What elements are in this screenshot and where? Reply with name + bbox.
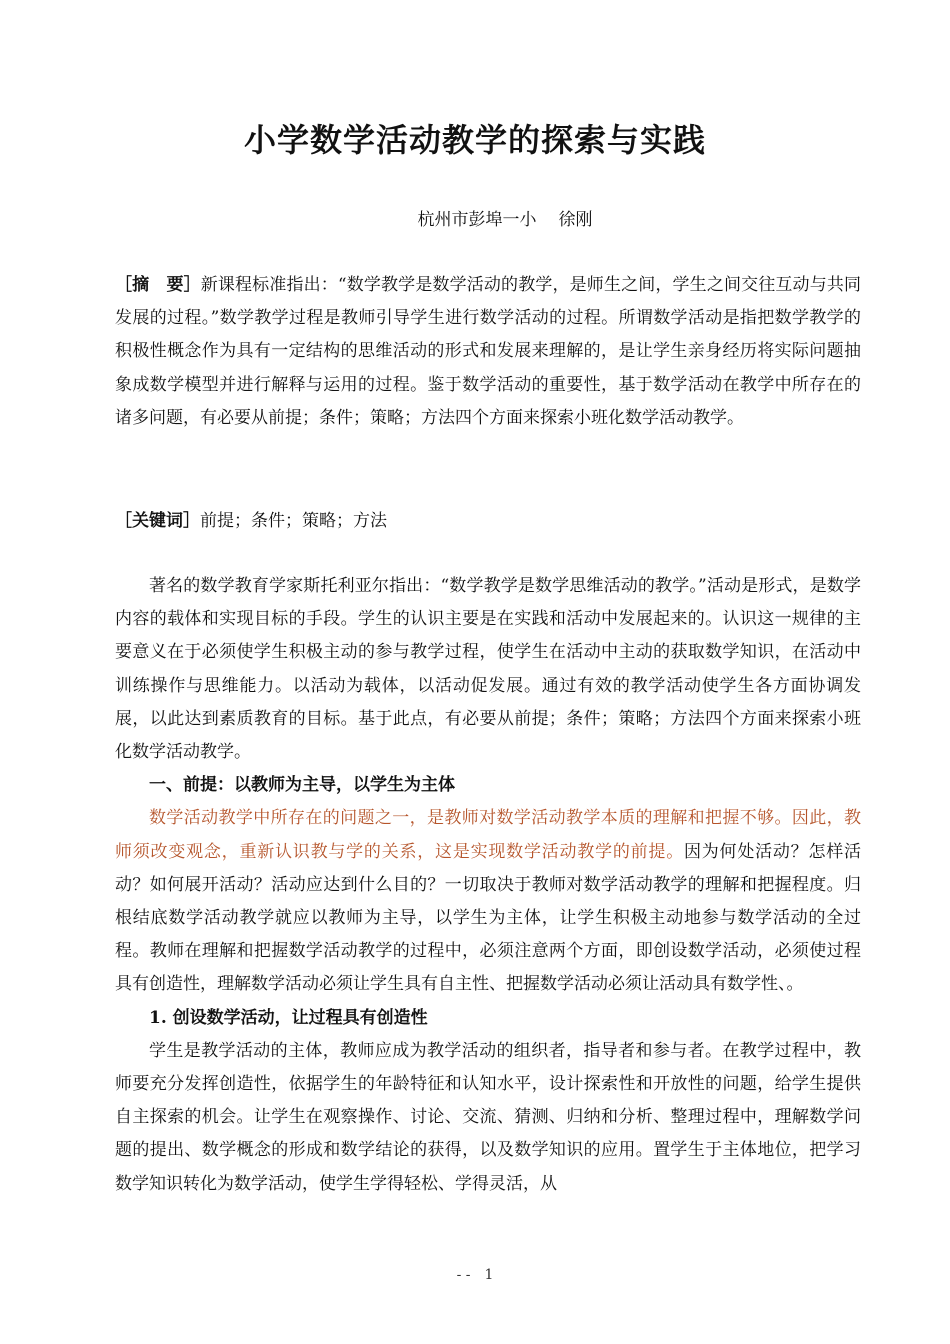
document-title: 小学数学活动教学的探索与实践 — [243, 121, 706, 159]
section-1-rest: 因为何处活动？怎样活动？如何展开活动？活动应达到什么目的？一切取决于教师对数学活动教学的理解和把握程度。归根结底数学活动教学就应以教师为主导，以学生为主体，让学生积极主动地参与数学活动的全过程。教师在理解和把握数学活动教学的过程中，必须注意两个方面，即创设数学活动，必须使过程具有创造性，理解数学活动必须让学生具有自主性、把握数学活动必须让活动具有数学性、。 — [115, 841, 862, 995]
page-footer: - - 1 — [456, 1267, 494, 1283]
abstract-label: ［摘 要］ — [115, 275, 201, 295]
abstract — [115, 269, 861, 435]
keywords — [115, 505, 861, 538]
intro-paragraph: 著名的数学教育学家斯托利亚尔指出：“数学教学是数学思维活动的教学。”活动是形式，是数学内容的载体和实现目标的手段。学生的认识主要是在实践和活动中发展起来的。认识这一规律的主要意义在于必须使学生积极主动的参与教学过程，使学生在活动中主动的获取数学知识，在活动中训练操作与思维能力。以活动为载体，以活动促发展。通过有效的教学活动使学生各方面协调发展，以此达到素质教育的目标。基于此点，有必要从前提；条件；策略；方法四个方面来探索小班化数学活动教学。 — [115, 576, 861, 763]
author-line — [0, 206, 950, 234]
section-1-highlight: 数学活动教学中所存在的问题之一，是教师对数学活动教学本质的理解和把握不够。因此，教师须改变观念，重新认识教与学的关系，这是实现数学活动教学的前提。 — [115, 808, 861, 862]
abstract-text: 新课程标准指出：“数学教学是数学活动的教学，是师生之间，学生之间交往互动与共同发展的过程。”数学教学过程是教师引导学生进行数学活动的过程。所谓数学活动是指把数学教学的积极性概念作为具有一定结构的思维活动的形式和发展来理解的，是让学生亲身经历将实际问题抽象成数学模型并进行解释与运用的过程。鉴于数学活动的重要性，基于数学活动在教学中所存在的诸多问题，有必要从前提；条件；策略；方法四个方面来探索小班化数学活动教学。 — [115, 275, 861, 428]
author-school: 杭州市彭埠一小 — [417, 210, 537, 230]
keywords-label: ［关键词］ — [115, 511, 200, 531]
section-1-heading: 一、前提：以教师为主导，以学生为主体 — [149, 775, 455, 796]
author-name: 徐刚 — [558, 210, 593, 230]
body-text — [115, 570, 861, 1201]
subsection-1-heading: 1. 创设数学活动，让过程具有创造性 — [149, 1007, 428, 1028]
subsection-1-paragraph: 学生是教学活动的主体，教师应成为教学活动的组织者，指导者和参与者。在教学过程中，教师要充分发挥创造性，依据学生的年龄特征和认知水平，设计探索性和开放性的问题，给学生提供自主探索的机会。让学生在观察操作、讨论、交流、猜测、归纳和分析、整理过程中，理解数学问题的提出、数学概念的形成和数学结论的获得，以及数学知识的应用。置学生于主体地位，把学习数学知识转化为数学活动，使学生学得轻松、学得灵活，从 — [115, 1040, 861, 1194]
keywords-text: 前提；条件；策略；方法 — [200, 511, 387, 531]
section-1-paragraph — [115, 802, 861, 1001]
